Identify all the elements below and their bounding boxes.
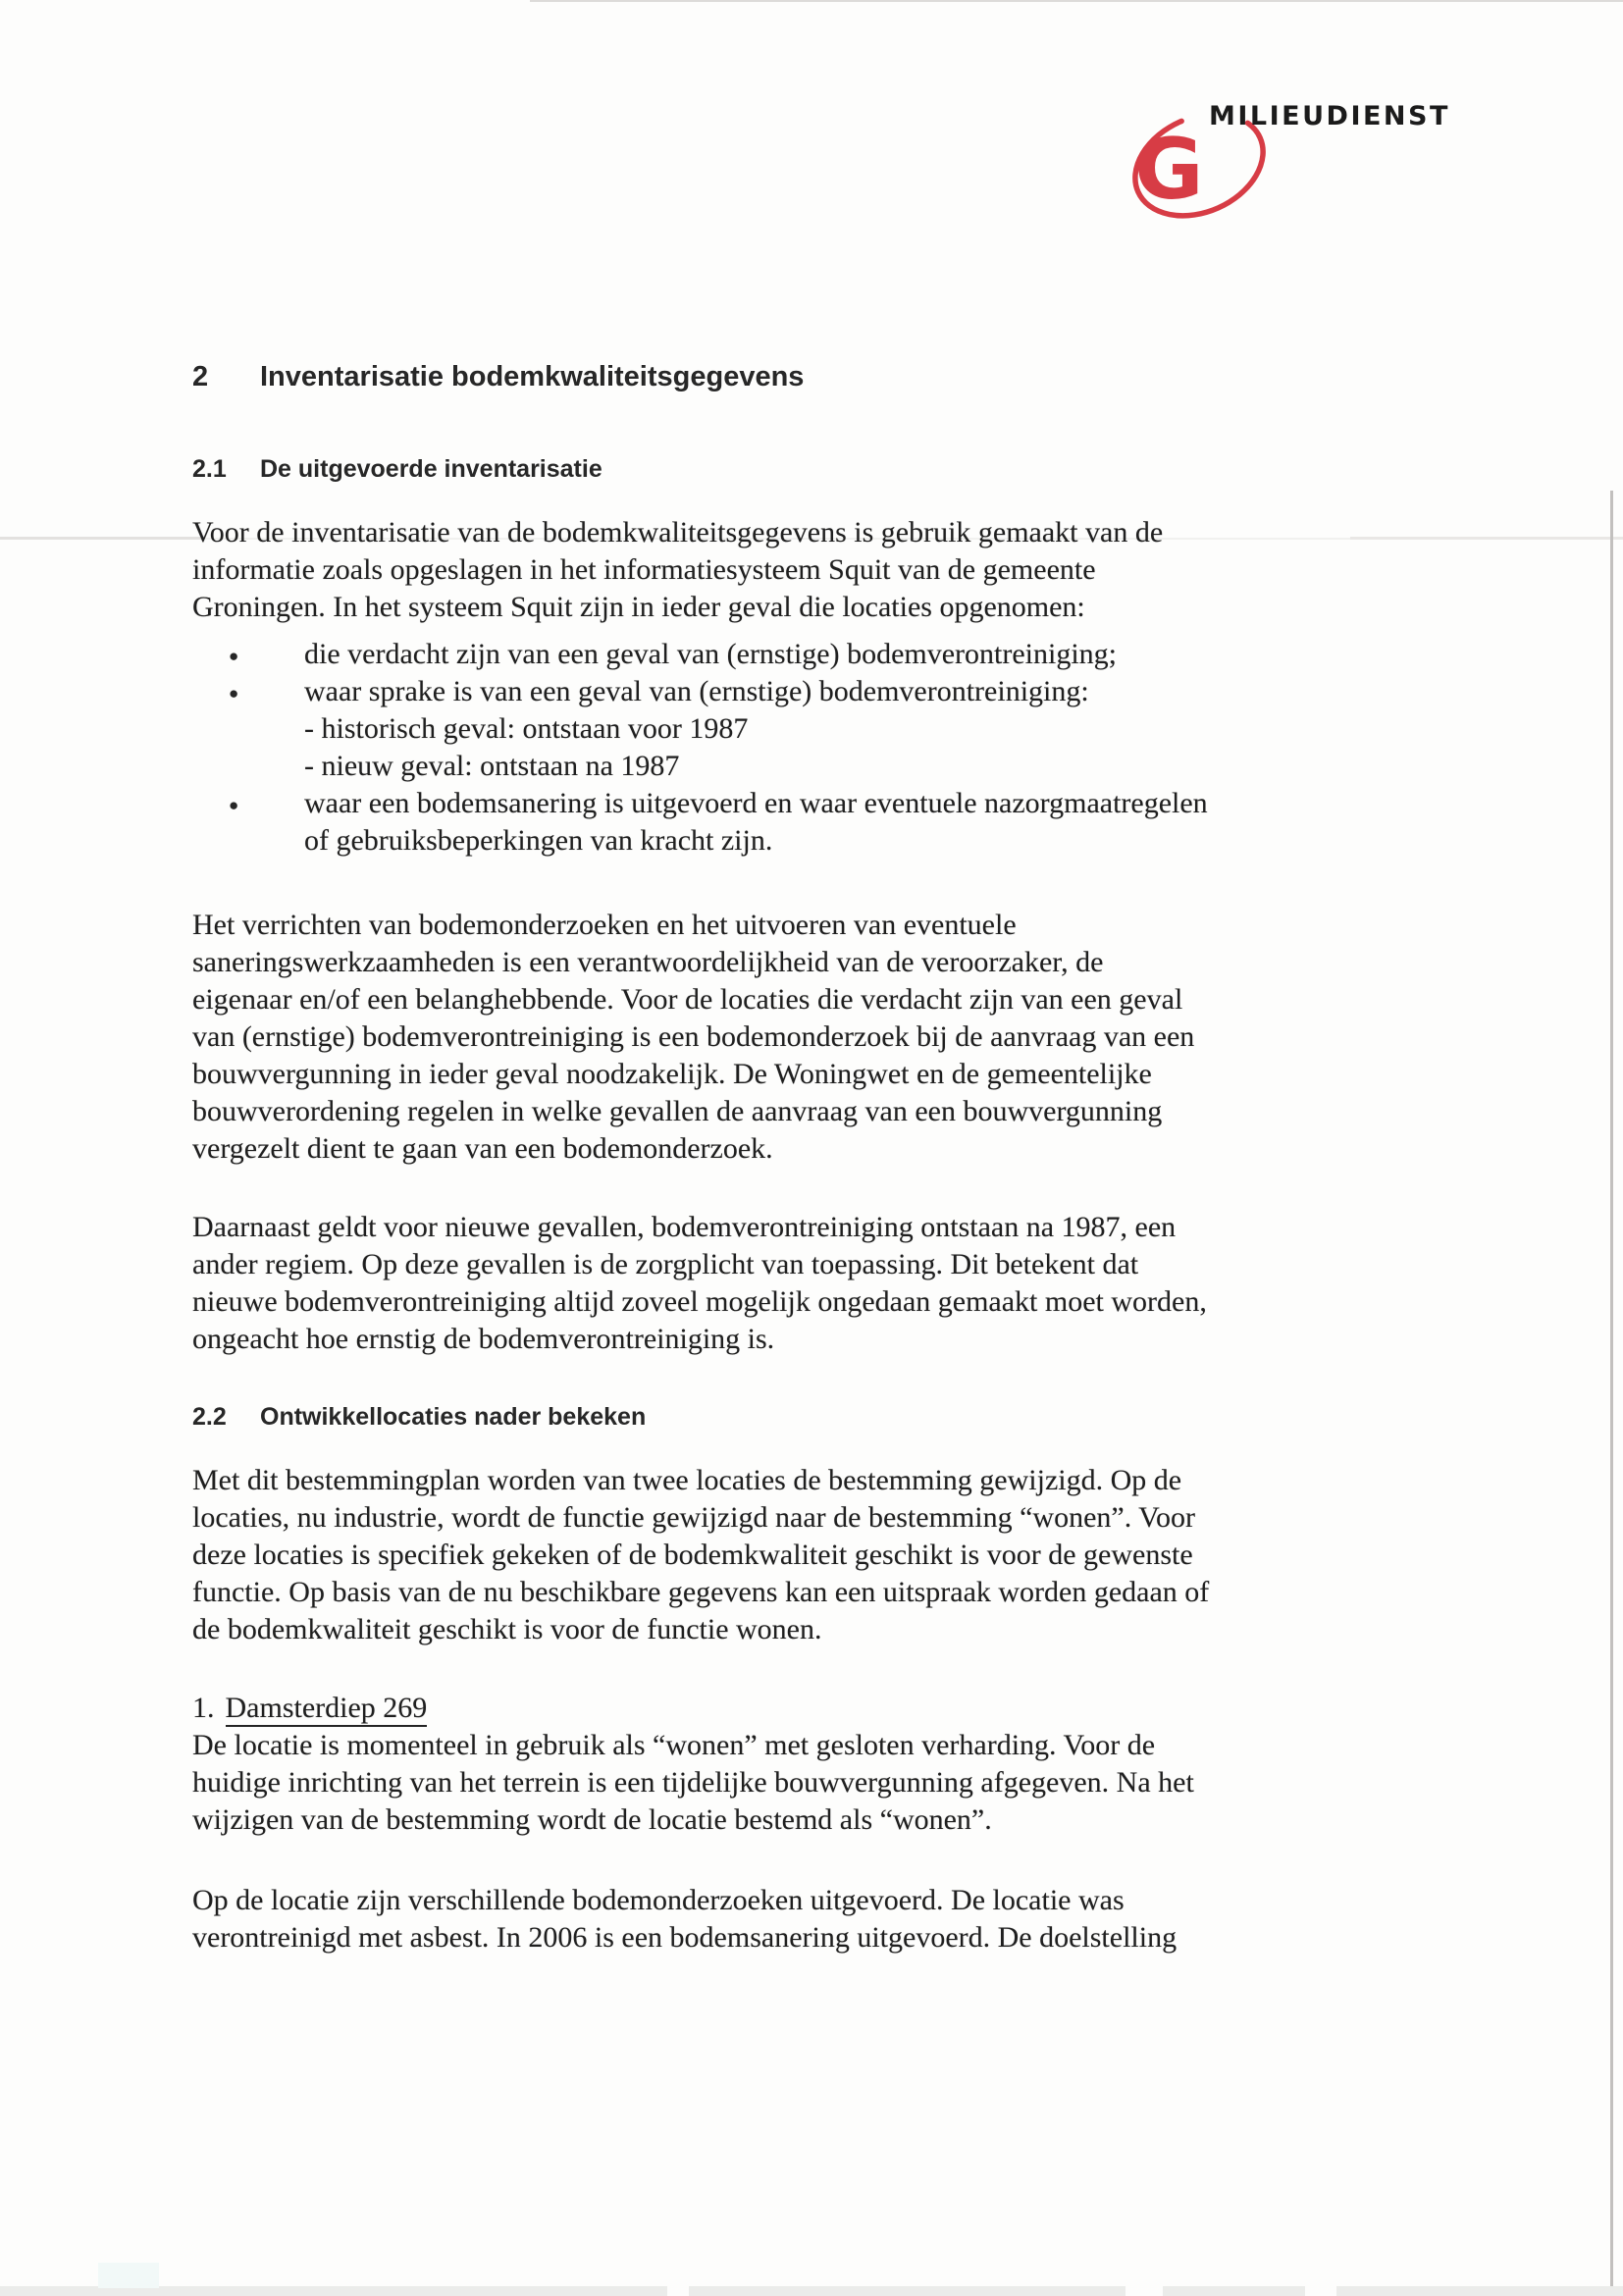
scan-artifact-bottom-gap (1305, 2286, 1336, 2296)
location-item-number: 1. (192, 1692, 215, 1724)
list-item (192, 673, 1566, 710)
text-line: Het verrichten van bodemonderzoeken en het uitvoeren van eventuele (192, 909, 1017, 941)
scan-artifact-bottom-gap (1126, 2286, 1163, 2296)
section-number: 2.2 (192, 1403, 227, 1431)
paragraph-bodemonderzoeken (192, 1882, 1566, 1957)
chapter-heading (192, 361, 804, 393)
text-line: vergezelt dient te gaan van een bodemonderzoek. (192, 1132, 773, 1165)
chapter-number: 2 (192, 361, 209, 392)
section-heading-2-1 (192, 455, 602, 484)
scan-artifact-bottom-gap (667, 2286, 689, 2296)
text-line: eigenaar en/of een belanghebbende. Voor de locaties die verdacht zijn van een geval (192, 983, 1183, 1016)
logo-letter-g: G (1134, 121, 1204, 219)
text-line: verontreinigd met asbest. In 2006 is een bodemsanering uitgevoerd. De doelstelling (192, 1921, 1178, 1954)
paragraph-verantwoordelijkheid (192, 907, 1566, 1168)
text-line: bouwvergunning in ieder geval noodzakelijk. De Woningwet en de gemeentelijke (192, 1058, 1152, 1090)
text-line: Voor de inventarisatie van de bodemkwaliteitsgegevens is gebruik gemaakt van de (192, 516, 1164, 548)
text-line: huidige inrichting van het terrein is een tijdelijke bouwvergunning afgegeven. Na het (192, 1766, 1194, 1799)
section-title: De uitgevoerde inventarisatie (260, 455, 602, 483)
text-line: Met dit bestemmingplan worden van twee locaties de bestemming gewijzigd. Op de (192, 1464, 1182, 1496)
paragraph-inventarisatie (192, 514, 1566, 626)
text-line: de bodemkwaliteit geschikt is voor de functie wonen. (192, 1613, 822, 1645)
paragraph-damsterdiep-gebruik (192, 1727, 1566, 1839)
list-item-text: waar een bodemsanering is uitgevoerd en waar eventuele nazorgmaatregelen (304, 787, 1208, 819)
text-line: locaties, nu industrie, wordt de functie gewijzigd naar de bestemming “wonen”. Voor (192, 1501, 1195, 1534)
list-item-text: waar sprake is van een geval van (ernstige) bodemverontreiniging: (304, 675, 1089, 707)
text-line: van (ernstige) bodemverontreiniging is een bodemonderzoek bij de aanvraag van een (192, 1020, 1195, 1053)
text-line: De locatie is momenteel in gebruik als “wonen” met gesloten verharding. Voor de (192, 1729, 1156, 1761)
text-line: ongeacht hoe ernstig de bodemverontreiniging is. (192, 1323, 775, 1355)
list-item-text: die verdacht zijn van een geval van (ernstige) bodemverontreiniging; (304, 638, 1118, 670)
paragraph-zorgplicht (192, 1209, 1566, 1358)
text-line: ander regiem. Op deze gevallen is de zorgplicht van toepassing. Dit betekent dat (192, 1248, 1139, 1280)
scan-artifact-bottom-band (0, 2286, 1623, 2296)
text-line: bouwverordening regelen in welke gevallen de aanvraag van een bouwvergunning (192, 1095, 1163, 1127)
bullet-icon: ● (229, 684, 239, 703)
text-line: Groningen. In het systeem Squit zijn in ieder geval die locaties opgenomen: (192, 591, 1085, 623)
scan-artifact-vline-right (1610, 491, 1613, 2296)
section-title: Ontwikkellocaties nader bekeken (260, 1403, 647, 1431)
paragraph-ontwikkellocaties (192, 1462, 1566, 1648)
text-line: Daarnaast geldt voor nieuwe gevallen, bodemverontreiniging ontstaan na 1987, een (192, 1211, 1177, 1243)
section-number: 2.1 (192, 455, 227, 483)
scan-artifact-top-edge (530, 0, 1623, 2)
bullet-icon: ● (229, 647, 239, 665)
list-item (192, 636, 1566, 673)
text-line: deze locaties is specifiek gekeken of de bodemkwaliteit geschikt is voor de gewenste (192, 1539, 1193, 1571)
text-line: saneringswerkzaamheden is een verantwoordelijkheid van de veroorzaker, de (192, 946, 1104, 978)
logo-wordmark: MILIEUDIENST (1209, 101, 1450, 131)
list-item-continuation: of gebruiksbeperkingen van kracht zijn. (304, 824, 773, 857)
location-item-heading (192, 1690, 427, 1727)
text-line: nieuwe bodemverontreiniging altijd zoveel mogelijk ongedaan gemaakt moet worden, (192, 1285, 1207, 1318)
bullet-list (192, 636, 1566, 860)
list-sub-line: - historisch geval: ontstaan voor 1987 (304, 712, 749, 745)
section-heading-2-2 (192, 1403, 646, 1432)
text-line: wijzigen van de bestemming wordt de locatie bestemd als “wonen”. (192, 1803, 992, 1836)
bullet-icon: ● (229, 796, 239, 814)
scan-artifact-hline-left (0, 537, 204, 540)
location-item-title: Damsterdiep 269 (226, 1692, 428, 1727)
text-line: Op de locatie zijn verschillende bodemonderzoeken uitgevoerd. De locatie was (192, 1884, 1125, 1916)
list-sub-line: - nieuw geval: ontstaan na 1987 (304, 750, 680, 782)
text-line: functie. Op basis van de nu beschikbare gegevens kan een uitspraak worden gedaan of (192, 1576, 1210, 1608)
scan-artifact-blue-patch (98, 2263, 159, 2288)
list-item (192, 785, 1566, 822)
chapter-title: Inventarisatie bodemkwaliteitsgegevens (260, 361, 805, 392)
text-line: informatie zoals opgeslagen in het informatiesysteem Squit van de gemeente (192, 553, 1096, 586)
